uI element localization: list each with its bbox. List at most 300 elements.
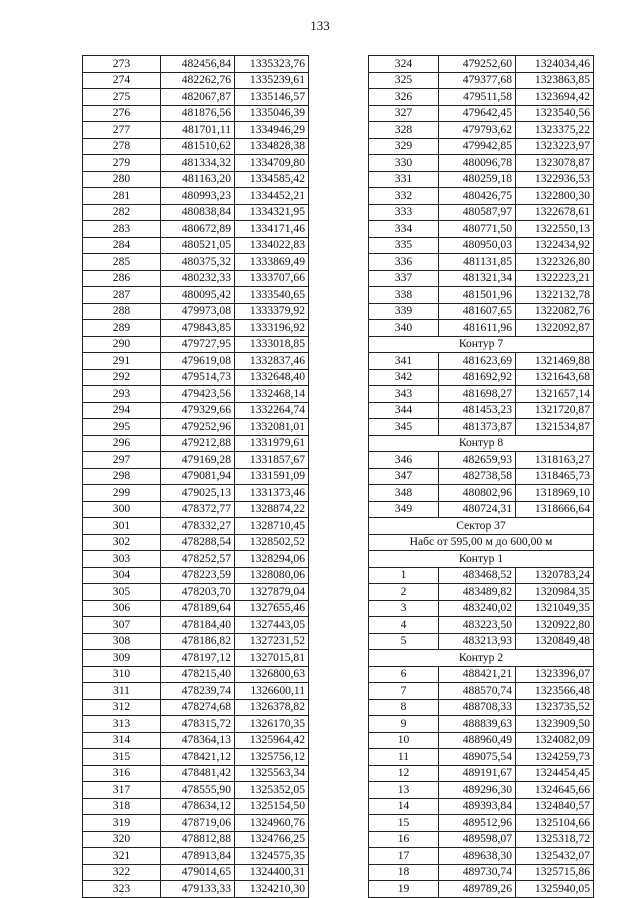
y-coordinate-cell: 1322092,87 bbox=[516, 320, 594, 337]
x-coordinate-cell: 479511,58 bbox=[439, 89, 516, 106]
x-coordinate-cell: 478634,12 bbox=[161, 798, 235, 815]
y-coordinate-cell: 1331591,09 bbox=[235, 468, 309, 485]
table-row bbox=[369, 171, 594, 188]
point-number-cell: 337 bbox=[369, 270, 439, 287]
point-number-cell: 19 bbox=[369, 881, 439, 898]
table-row bbox=[83, 617, 309, 634]
y-coordinate-cell: 1325756,12 bbox=[235, 749, 309, 766]
y-coordinate-cell: 1321049,35 bbox=[516, 600, 594, 617]
y-coordinate-cell: 1328502,52 bbox=[235, 534, 309, 551]
table-row bbox=[83, 815, 309, 832]
x-coordinate-cell: 480232,33 bbox=[161, 270, 235, 287]
table-row bbox=[83, 584, 309, 601]
y-coordinate-cell: 1323735,52 bbox=[516, 699, 594, 716]
point-number-cell: 279 bbox=[83, 155, 161, 172]
y-coordinate-cell: 1323396,07 bbox=[516, 666, 594, 683]
y-coordinate-cell: 1334709,80 bbox=[235, 155, 309, 172]
point-number-cell: 296 bbox=[83, 435, 161, 452]
point-number-cell: 329 bbox=[369, 138, 439, 155]
y-coordinate-cell: 1322326,80 bbox=[516, 254, 594, 271]
x-coordinate-cell: 478719,06 bbox=[161, 815, 235, 832]
point-number-cell: 342 bbox=[369, 369, 439, 386]
point-number-cell: 295 bbox=[83, 419, 161, 436]
x-coordinate-cell: 478223,59 bbox=[161, 567, 235, 584]
table-row bbox=[83, 303, 309, 320]
x-coordinate-cell: 481373,87 bbox=[439, 419, 516, 436]
y-coordinate-cell: 1325964,42 bbox=[235, 732, 309, 749]
x-coordinate-cell: 479843,85 bbox=[161, 320, 235, 337]
x-coordinate-cell: 480426,75 bbox=[439, 188, 516, 205]
y-coordinate-cell: 1334585,42 bbox=[235, 171, 309, 188]
table-row bbox=[83, 716, 309, 733]
x-coordinate-cell: 482738,58 bbox=[439, 468, 516, 485]
point-number-cell: 320 bbox=[83, 831, 161, 848]
point-number-cell: 6 bbox=[369, 666, 439, 683]
x-coordinate-cell: 478239,74 bbox=[161, 683, 235, 700]
point-number-cell: 299 bbox=[83, 485, 161, 502]
table-row bbox=[83, 270, 309, 287]
y-coordinate-cell: 1334321,95 bbox=[235, 204, 309, 221]
y-coordinate-cell: 1324840,57 bbox=[516, 798, 594, 815]
y-coordinate-cell: 1325318,72 bbox=[516, 831, 594, 848]
x-coordinate-cell: 480950,03 bbox=[439, 237, 516, 254]
x-coordinate-cell: 479014,65 bbox=[161, 864, 235, 881]
x-coordinate-cell: 479252,60 bbox=[439, 56, 516, 73]
y-coordinate-cell: 1321657,14 bbox=[516, 386, 594, 403]
point-number-cell: 289 bbox=[83, 320, 161, 337]
point-number-cell: 335 bbox=[369, 237, 439, 254]
x-coordinate-cell: 479025,13 bbox=[161, 485, 235, 502]
x-coordinate-cell: 478186,82 bbox=[161, 633, 235, 650]
table-row bbox=[369, 782, 594, 799]
y-coordinate-cell: 1325563,34 bbox=[235, 765, 309, 782]
y-coordinate-cell: 1323540,56 bbox=[516, 105, 594, 122]
table-row bbox=[369, 56, 594, 73]
point-number-cell: 277 bbox=[83, 122, 161, 139]
table-row bbox=[369, 699, 594, 716]
y-coordinate-cell: 1335146,57 bbox=[235, 89, 309, 106]
x-coordinate-cell: 483468,52 bbox=[439, 567, 516, 584]
table-row bbox=[369, 864, 594, 881]
point-number-cell: 336 bbox=[369, 254, 439, 271]
point-number-cell: 297 bbox=[83, 452, 161, 469]
section-label: Сектор 37 bbox=[369, 518, 594, 535]
x-coordinate-cell: 481692,92 bbox=[439, 369, 516, 386]
x-coordinate-cell: 481131,85 bbox=[439, 254, 516, 271]
table-row bbox=[369, 72, 594, 89]
y-coordinate-cell: 1328080,06 bbox=[235, 567, 309, 584]
x-coordinate-cell: 480521,05 bbox=[161, 237, 235, 254]
y-coordinate-cell: 1325715,86 bbox=[516, 864, 594, 881]
table-row bbox=[83, 650, 309, 667]
table-row bbox=[83, 171, 309, 188]
y-coordinate-cell: 1334022,83 bbox=[235, 237, 309, 254]
y-coordinate-cell: 1323078,87 bbox=[516, 155, 594, 172]
y-coordinate-cell: 1323223,97 bbox=[516, 138, 594, 155]
table-row bbox=[369, 716, 594, 733]
point-number-cell: 322 bbox=[83, 864, 161, 881]
x-coordinate-cell: 478274,68 bbox=[161, 699, 235, 716]
section-label: Контур 2 bbox=[369, 650, 594, 667]
x-coordinate-cell: 488708,33 bbox=[439, 699, 516, 716]
point-number-cell: 278 bbox=[83, 138, 161, 155]
y-coordinate-cell: 1320849,48 bbox=[516, 633, 594, 650]
table-row bbox=[83, 254, 309, 271]
table-row bbox=[83, 485, 309, 502]
point-number-cell: 331 bbox=[369, 171, 439, 188]
point-number-cell: 330 bbox=[369, 155, 439, 172]
table-row bbox=[83, 551, 309, 568]
point-number-cell: 324 bbox=[369, 56, 439, 73]
point-number-cell: 334 bbox=[369, 221, 439, 238]
point-number-cell: 301 bbox=[83, 518, 161, 535]
y-coordinate-cell: 1320922,80 bbox=[516, 617, 594, 634]
y-coordinate-cell: 1328294,06 bbox=[235, 551, 309, 568]
x-coordinate-cell: 481453,23 bbox=[439, 402, 516, 419]
table-row bbox=[369, 815, 594, 832]
table-row bbox=[83, 518, 309, 535]
x-coordinate-cell: 479133,33 bbox=[161, 881, 235, 898]
y-coordinate-cell: 1318163,27 bbox=[516, 452, 594, 469]
point-number-cell: 319 bbox=[83, 815, 161, 832]
table-row bbox=[369, 254, 594, 271]
y-coordinate-cell: 1323566,48 bbox=[516, 683, 594, 700]
y-coordinate-cell: 1325154,50 bbox=[235, 798, 309, 815]
x-coordinate-cell: 481510,62 bbox=[161, 138, 235, 155]
point-number-cell: 298 bbox=[83, 468, 161, 485]
x-coordinate-cell: 478372,77 bbox=[161, 501, 235, 518]
x-coordinate-cell: 481163,20 bbox=[161, 171, 235, 188]
table-row bbox=[369, 287, 594, 304]
x-coordinate-cell: 480587,97 bbox=[439, 204, 516, 221]
y-coordinate-cell: 1332081,01 bbox=[235, 419, 309, 436]
y-coordinate-cell: 1335323,76 bbox=[235, 56, 309, 73]
point-number-cell: 291 bbox=[83, 353, 161, 370]
table-row bbox=[369, 320, 594, 337]
table-row bbox=[83, 782, 309, 799]
table-row bbox=[83, 237, 309, 254]
point-number-cell: 283 bbox=[83, 221, 161, 238]
table-row bbox=[83, 89, 309, 106]
section-header-row bbox=[369, 650, 594, 667]
y-coordinate-cell: 1324400,31 bbox=[235, 864, 309, 881]
point-number-cell: 316 bbox=[83, 765, 161, 782]
x-coordinate-cell: 479973,08 bbox=[161, 303, 235, 320]
x-coordinate-cell: 478332,27 bbox=[161, 518, 235, 535]
point-number-cell: 11 bbox=[369, 749, 439, 766]
section-label: Контур 7 bbox=[369, 336, 594, 353]
point-number-cell: 273 bbox=[83, 56, 161, 73]
y-coordinate-cell: 1333540,65 bbox=[235, 287, 309, 304]
table-row bbox=[83, 419, 309, 436]
y-coordinate-cell: 1324082,09 bbox=[516, 732, 594, 749]
table-row bbox=[83, 155, 309, 172]
table-row bbox=[83, 848, 309, 865]
point-number-cell: 346 bbox=[369, 452, 439, 469]
y-coordinate-cell: 1327015,81 bbox=[235, 650, 309, 667]
x-coordinate-cell: 478481,42 bbox=[161, 765, 235, 782]
table-row bbox=[369, 881, 594, 898]
x-coordinate-cell: 489075,54 bbox=[439, 749, 516, 766]
point-number-cell: 287 bbox=[83, 287, 161, 304]
table-row bbox=[369, 221, 594, 238]
x-coordinate-cell: 478189,64 bbox=[161, 600, 235, 617]
x-coordinate-cell: 478252,57 bbox=[161, 551, 235, 568]
y-coordinate-cell: 1325940,05 bbox=[516, 881, 594, 898]
x-coordinate-cell: 482456,84 bbox=[161, 56, 235, 73]
y-coordinate-cell: 1333707,66 bbox=[235, 270, 309, 287]
table-row bbox=[83, 567, 309, 584]
point-number-cell: 293 bbox=[83, 386, 161, 403]
y-coordinate-cell: 1327655,46 bbox=[235, 600, 309, 617]
table-row bbox=[369, 402, 594, 419]
point-number-cell: 318 bbox=[83, 798, 161, 815]
y-coordinate-cell: 1321720,87 bbox=[516, 402, 594, 419]
point-number-cell: 321 bbox=[83, 848, 161, 865]
point-number-cell: 347 bbox=[369, 468, 439, 485]
x-coordinate-cell: 480672,89 bbox=[161, 221, 235, 238]
point-number-cell: 282 bbox=[83, 204, 161, 221]
point-number-cell: 281 bbox=[83, 188, 161, 205]
y-coordinate-cell: 1323863,85 bbox=[516, 72, 594, 89]
point-number-cell: 348 bbox=[369, 485, 439, 502]
table-row bbox=[369, 353, 594, 370]
point-number-cell: 2 bbox=[369, 584, 439, 601]
point-number-cell: 290 bbox=[83, 336, 161, 353]
y-coordinate-cell: 1331979,61 bbox=[235, 435, 309, 452]
point-number-cell: 280 bbox=[83, 171, 161, 188]
point-number-cell: 300 bbox=[83, 501, 161, 518]
section-label: Контур 8 bbox=[369, 435, 594, 452]
y-coordinate-cell: 1326800,63 bbox=[235, 666, 309, 683]
table-row bbox=[83, 72, 309, 89]
table-row bbox=[83, 336, 309, 353]
table-row bbox=[369, 567, 594, 584]
y-coordinate-cell: 1323909,50 bbox=[516, 716, 594, 733]
point-number-cell: 323 bbox=[83, 881, 161, 898]
x-coordinate-cell: 489512,96 bbox=[439, 815, 516, 832]
y-coordinate-cell: 1333869,49 bbox=[235, 254, 309, 271]
table-row bbox=[83, 831, 309, 848]
x-coordinate-cell: 481334,32 bbox=[161, 155, 235, 172]
x-coordinate-cell: 478913,84 bbox=[161, 848, 235, 865]
y-coordinate-cell: 1326378,82 bbox=[235, 699, 309, 716]
point-number-cell: 327 bbox=[369, 105, 439, 122]
x-coordinate-cell: 489638,30 bbox=[439, 848, 516, 865]
y-coordinate-cell: 1320783,24 bbox=[516, 567, 594, 584]
x-coordinate-cell: 483489,82 bbox=[439, 584, 516, 601]
y-coordinate-cell: 1335046,39 bbox=[235, 105, 309, 122]
point-number-cell: 332 bbox=[369, 188, 439, 205]
point-number-cell: 349 bbox=[369, 501, 439, 518]
table-row bbox=[369, 848, 594, 865]
y-coordinate-cell: 1322550,13 bbox=[516, 221, 594, 238]
x-coordinate-cell: 479252,96 bbox=[161, 419, 235, 436]
x-coordinate-cell: 483223,50 bbox=[439, 617, 516, 634]
x-coordinate-cell: 489730,74 bbox=[439, 864, 516, 881]
x-coordinate-cell: 480771,50 bbox=[439, 221, 516, 238]
x-coordinate-cell: 481876,56 bbox=[161, 105, 235, 122]
point-number-cell: 12 bbox=[369, 765, 439, 782]
x-coordinate-cell: 483213,93 bbox=[439, 633, 516, 650]
x-coordinate-cell: 479081,94 bbox=[161, 468, 235, 485]
y-coordinate-cell: 1333196,92 bbox=[235, 320, 309, 337]
table-row bbox=[83, 765, 309, 782]
point-number-cell: 17 bbox=[369, 848, 439, 865]
point-number-cell: 313 bbox=[83, 716, 161, 733]
section-header-row bbox=[369, 534, 594, 551]
table-row bbox=[369, 749, 594, 766]
y-coordinate-cell: 1327879,04 bbox=[235, 584, 309, 601]
table-row bbox=[369, 386, 594, 403]
table-row bbox=[83, 287, 309, 304]
y-coordinate-cell: 1324960,76 bbox=[235, 815, 309, 832]
y-coordinate-cell: 1333018,85 bbox=[235, 336, 309, 353]
table-row bbox=[83, 221, 309, 238]
point-number-cell: 309 bbox=[83, 650, 161, 667]
table-row bbox=[83, 204, 309, 221]
table-row bbox=[369, 188, 594, 205]
x-coordinate-cell: 481321,34 bbox=[439, 270, 516, 287]
x-coordinate-cell: 479514,73 bbox=[161, 369, 235, 386]
x-coordinate-cell: 478197,12 bbox=[161, 650, 235, 667]
point-number-cell: 286 bbox=[83, 270, 161, 287]
table-row bbox=[369, 600, 594, 617]
y-coordinate-cell: 1321534,87 bbox=[516, 419, 594, 436]
x-coordinate-cell: 480095,42 bbox=[161, 287, 235, 304]
coordinates-table-right bbox=[368, 55, 594, 898]
point-number-cell: 308 bbox=[83, 633, 161, 650]
y-coordinate-cell: 1334828,38 bbox=[235, 138, 309, 155]
table-row bbox=[83, 105, 309, 122]
table-row bbox=[369, 617, 594, 634]
point-number-cell: 14 bbox=[369, 798, 439, 815]
point-number-cell: 276 bbox=[83, 105, 161, 122]
x-coordinate-cell: 478203,70 bbox=[161, 584, 235, 601]
point-number-cell: 13 bbox=[369, 782, 439, 799]
point-number-cell: 294 bbox=[83, 402, 161, 419]
table-row bbox=[83, 864, 309, 881]
x-coordinate-cell: 479942,85 bbox=[439, 138, 516, 155]
point-number-cell: 311 bbox=[83, 683, 161, 700]
x-coordinate-cell: 481701,11 bbox=[161, 122, 235, 139]
x-coordinate-cell: 480838,84 bbox=[161, 204, 235, 221]
y-coordinate-cell: 1325104,66 bbox=[516, 815, 594, 832]
x-coordinate-cell: 481611,96 bbox=[439, 320, 516, 337]
y-coordinate-cell: 1324454,45 bbox=[516, 765, 594, 782]
point-number-cell: 285 bbox=[83, 254, 161, 271]
point-number-cell: 326 bbox=[369, 89, 439, 106]
y-coordinate-cell: 1331373,46 bbox=[235, 485, 309, 502]
y-coordinate-cell: 1326170,35 bbox=[235, 716, 309, 733]
point-number-cell: 314 bbox=[83, 732, 161, 749]
x-coordinate-cell: 479642,45 bbox=[439, 105, 516, 122]
y-coordinate-cell: 1324645,66 bbox=[516, 782, 594, 799]
table-row bbox=[369, 584, 594, 601]
point-number-cell: 338 bbox=[369, 287, 439, 304]
table-row bbox=[369, 419, 594, 436]
table-row bbox=[369, 138, 594, 155]
x-coordinate-cell: 480096,78 bbox=[439, 155, 516, 172]
y-coordinate-cell: 1324575,35 bbox=[235, 848, 309, 865]
table-row bbox=[83, 369, 309, 386]
x-coordinate-cell: 481698,27 bbox=[439, 386, 516, 403]
x-coordinate-cell: 478315,72 bbox=[161, 716, 235, 733]
point-number-cell: 9 bbox=[369, 716, 439, 733]
section-header-row bbox=[369, 518, 594, 535]
x-coordinate-cell: 488421,21 bbox=[439, 666, 516, 683]
y-coordinate-cell: 1324259,73 bbox=[516, 749, 594, 766]
x-coordinate-cell: 480724,31 bbox=[439, 501, 516, 518]
point-number-cell: 275 bbox=[83, 89, 161, 106]
x-coordinate-cell: 479619,08 bbox=[161, 353, 235, 370]
point-number-cell: 8 bbox=[369, 699, 439, 716]
y-coordinate-cell: 1323375,22 bbox=[516, 122, 594, 139]
table-row bbox=[83, 881, 309, 898]
point-number-cell: 312 bbox=[83, 699, 161, 716]
y-coordinate-cell: 1328874,22 bbox=[235, 501, 309, 518]
table-row bbox=[369, 270, 594, 287]
y-coordinate-cell: 1322223,21 bbox=[516, 270, 594, 287]
y-coordinate-cell: 1321469,88 bbox=[516, 353, 594, 370]
x-coordinate-cell: 488570,74 bbox=[439, 683, 516, 700]
y-coordinate-cell: 1328710,45 bbox=[235, 518, 309, 535]
table-row bbox=[83, 732, 309, 749]
point-number-cell: 18 bbox=[369, 864, 439, 881]
table-row bbox=[83, 435, 309, 452]
y-coordinate-cell: 1320984,35 bbox=[516, 584, 594, 601]
table-row bbox=[369, 105, 594, 122]
x-coordinate-cell: 478215,40 bbox=[161, 666, 235, 683]
y-coordinate-cell: 1327231,52 bbox=[235, 633, 309, 650]
table-row bbox=[369, 204, 594, 221]
x-coordinate-cell: 489296,30 bbox=[439, 782, 516, 799]
coordinates-table-left bbox=[82, 55, 309, 898]
table-row bbox=[83, 666, 309, 683]
x-coordinate-cell: 480375,32 bbox=[161, 254, 235, 271]
y-coordinate-cell: 1335239,61 bbox=[235, 72, 309, 89]
x-coordinate-cell: 478288,54 bbox=[161, 534, 235, 551]
coordinates-table-left-body bbox=[83, 56, 309, 898]
point-number-cell: 302 bbox=[83, 534, 161, 551]
x-coordinate-cell: 478555,90 bbox=[161, 782, 235, 799]
x-coordinate-cell: 478364,13 bbox=[161, 732, 235, 749]
table-row bbox=[369, 798, 594, 815]
point-number-cell: 7 bbox=[369, 683, 439, 700]
table-row bbox=[83, 138, 309, 155]
table-row bbox=[83, 402, 309, 419]
table-row bbox=[83, 699, 309, 716]
section-header-row bbox=[369, 435, 594, 452]
y-coordinate-cell: 1324766,25 bbox=[235, 831, 309, 848]
y-coordinate-cell: 1331857,67 bbox=[235, 452, 309, 469]
x-coordinate-cell: 482067,87 bbox=[161, 89, 235, 106]
table-row bbox=[369, 765, 594, 782]
y-coordinate-cell: 1322434,92 bbox=[516, 237, 594, 254]
y-coordinate-cell: 1332468,14 bbox=[235, 386, 309, 403]
table-row bbox=[83, 534, 309, 551]
point-number-cell: 340 bbox=[369, 320, 439, 337]
point-number-cell: 310 bbox=[83, 666, 161, 683]
table-row bbox=[83, 633, 309, 650]
table-row bbox=[369, 303, 594, 320]
x-coordinate-cell: 478421,12 bbox=[161, 749, 235, 766]
point-number-cell: 4 bbox=[369, 617, 439, 634]
x-coordinate-cell: 489789,26 bbox=[439, 881, 516, 898]
y-coordinate-cell: 1324034,46 bbox=[516, 56, 594, 73]
y-coordinate-cell: 1334946,29 bbox=[235, 122, 309, 139]
x-coordinate-cell: 489598,07 bbox=[439, 831, 516, 848]
